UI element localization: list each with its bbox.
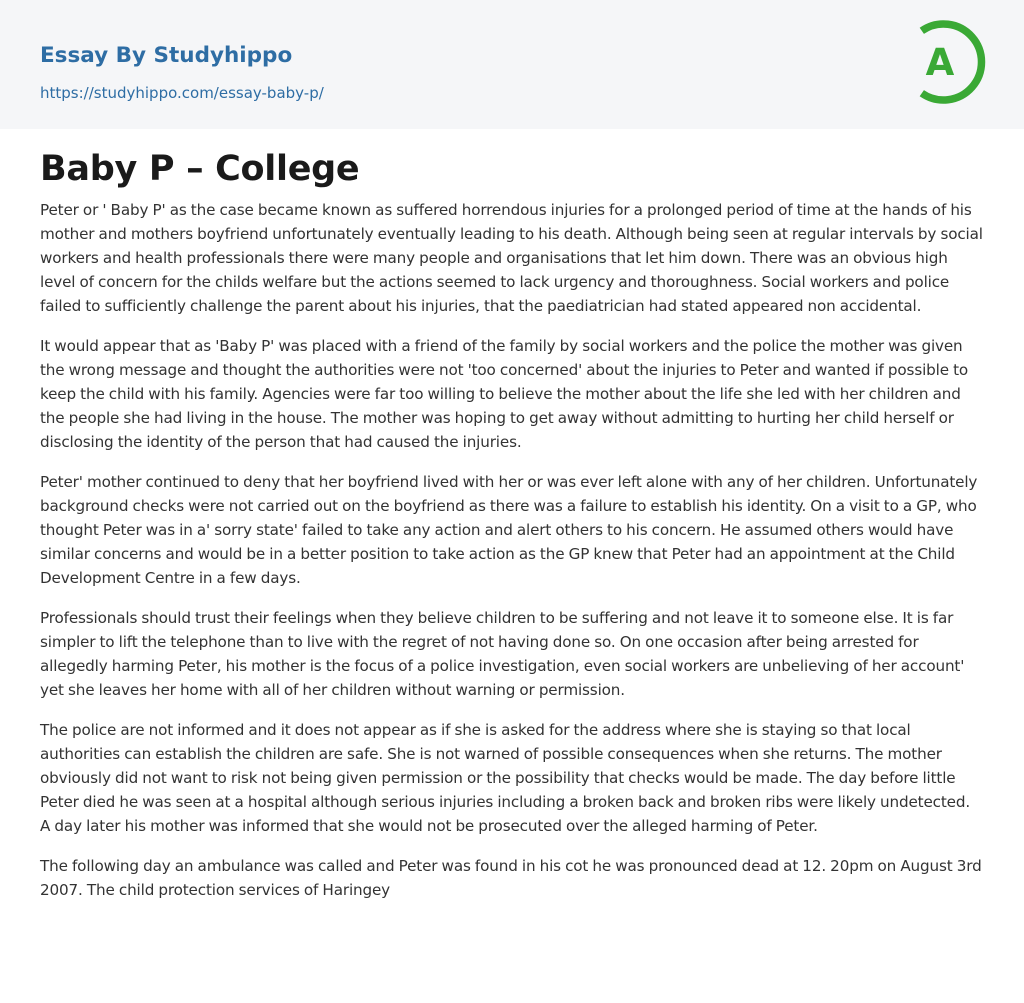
studyhippo-logo[interactable] bbox=[911, 18, 987, 106]
article-paragraph-3: Peter' mother continued to deny that her boyfriend lived with her or was ever left alone with any of her children. Unfortunately background checks were not carried out on the boyfriend as there was a failure to establish his identity. On a visit to a GP, who thought Peter was in a' sorry state' failed to take any action and alert others to his concern. He assumed others would have similar concerns and would be in a better position to take action as the GP knew that Peter had an appointment at the Child Development Centre in a few days. bbox=[40, 473, 978, 587]
essay-url-link[interactable]: https://studyhippo.com/essay-baby-p/ bbox=[40, 84, 324, 102]
article-paragraph-6: The following day an ambulance was called and Peter was found in his cot he was pronounced dead at 12. 20pm on August 3rd 2007. The child protection services of Haringey bbox=[40, 857, 982, 899]
article-paragraph-2: It would appear that as 'Baby P' was placed with a friend of the family by social workers and the police the mother was given the wrong message and thought the authorities were not 'too concerned' about the injuries to Peter and wanted if possible to keep the child with his family. Agencies were far too willing to believe the mother about the life she led with her children and the people she had living in the house. The mother was hoping to get away without admitting to hurting her child herself or disclosing the identity of the person that had caused the injuries. bbox=[40, 337, 969, 451]
article bbox=[0, 148, 1024, 902]
article-paragraph-5: The police are not informed and it does not appear as if she is asked for the address where she is staying so that local authorities can establish the children are safe. She is not warned of possible consequences when she returns. The mother obviously did not want to risk not being given permission or the possibility that checks would be made. The day before little Peter died he was seen at a hospital although serious injuries including a broken back and broken ribs were likely undetected. A day later his mother was informed that she would not be prosecuted over the alleged harming of Peter. bbox=[40, 721, 971, 835]
logo-letter: A bbox=[925, 41, 955, 84]
page-title: Baby P – College bbox=[40, 149, 360, 189]
article-paragraph-1: Peter or ' Baby P' as the case became known as suffered horrendous injuries for a prolonged period of time at the hands of his mother and mothers boyfriend unfortunately eventually leading to his death. Although being seen at regular intervals by social workers and health professionals there were many people and organisations that let him down. There was an obvious high level of concern for the childs welfare but the actions seemed to lack urgency and thoroughness. Social workers and police failed to sufficiently challenge the parent about his injuries, that the paediatrician had stated appeared non accidental. bbox=[40, 201, 983, 315]
site-name[interactable]: Essay By Studyhippo bbox=[40, 43, 293, 68]
article-paragraph-4: Professionals should trust their feelings when they believe children to be suffering and not leave it to someone else. It is far simpler to lift the telephone than to live with the regret of not having done so. On one occasion after being arrested for allegedly harming Peter, his mother is the focus of a police investigation, even social workers are unbelieving of her account' yet she leaves her home with all of her children without warning or permission. bbox=[40, 609, 965, 699]
site-header bbox=[0, 0, 1024, 129]
logo-icon bbox=[911, 18, 987, 106]
